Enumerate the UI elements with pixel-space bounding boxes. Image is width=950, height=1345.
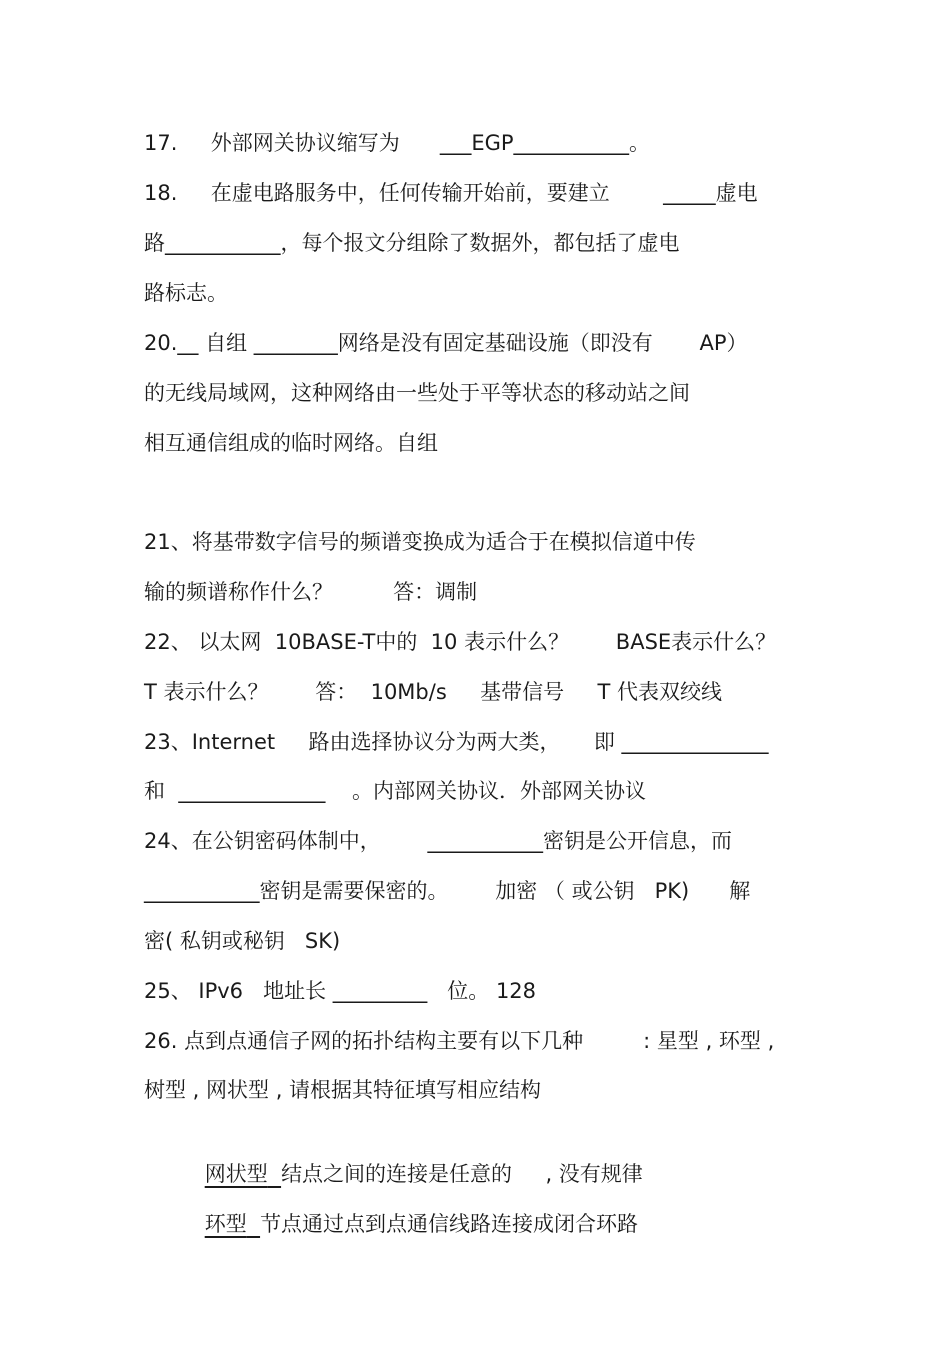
answer-term-ring: 环型 [204, 1212, 247, 1236]
question-26-line-2: 树型 , 网状型 , 请根据其特征填写相应结构 [144, 1078, 542, 1102]
question-22-line-1: 22、 以太网 10BASE-T中的 10 表示什么？ BASE表示什么？ [144, 630, 777, 654]
answer-desc-ring: 节点通过点到点通信线路连接成闭合环路 [260, 1212, 639, 1236]
answer-ring [178, 1173, 639, 1236]
question-24-line-1: 24、在公钥密码体制中， ___________密钥是公开信息，而 [144, 829, 732, 853]
question-23-line-1: 23、Internet 路由选择协议分为两大类， 即 ______________ [144, 730, 769, 754]
question-20-line-1: 20.__ 自组 ________网络是没有固定基础设施（即没有 AP） [144, 331, 748, 355]
question-17: 17. 外部网关协议缩写为 ___EGP___________。 [144, 131, 651, 155]
question-22-line-2: T 表示什么？ 答： 10Mb/s 基带信号 T 代表双绞线 [144, 680, 723, 704]
question-24-line-3: 密( 私钥或秘钥 SK) [144, 929, 341, 953]
question-20-line-3: 相互通信组成的临时网络。自组 [144, 431, 438, 455]
answer-desc-mesh: 结点之间的连接是任意的 , 没有规律 [281, 1162, 643, 1186]
question-18-line-1: 18. 在虚电路服务中，任何传输开始前，要建立 _____虚电 [144, 181, 758, 205]
question-23-line-2: 和 ______________ 。内部网关协议．外部网关协议 [144, 779, 647, 803]
answer-mesh [178, 1123, 643, 1186]
question-25: 25、 IPv6 地址长 _________ 位。 128 [144, 979, 537, 1003]
question-26-line-1: 26. 点到点通信子网的拓扑结构主要有以下几种 : 星型 , 环型 , [144, 1029, 775, 1053]
question-21-line-1: 21、将基带数字信号的频谱变换成为适合于在模拟信道中传 [144, 530, 696, 554]
answer-term-mesh: 网状型 [204, 1162, 268, 1186]
question-20-line-2: 的无线局域网，这种网络由一些处于平等状态的移动站之间 [144, 381, 690, 405]
question-24-line-2: ___________密钥是需要保密的。 加密 （ 或公钥 PK) 解 [144, 879, 751, 903]
question-18-line-2: 路___________，每个报文分组除了数据外，都包括了虚电 [144, 231, 680, 255]
question-18-line-3: 路标志。 [144, 281, 228, 305]
question-21-line-2: 输的频谱称作什么？ 答：调制 [144, 580, 478, 604]
